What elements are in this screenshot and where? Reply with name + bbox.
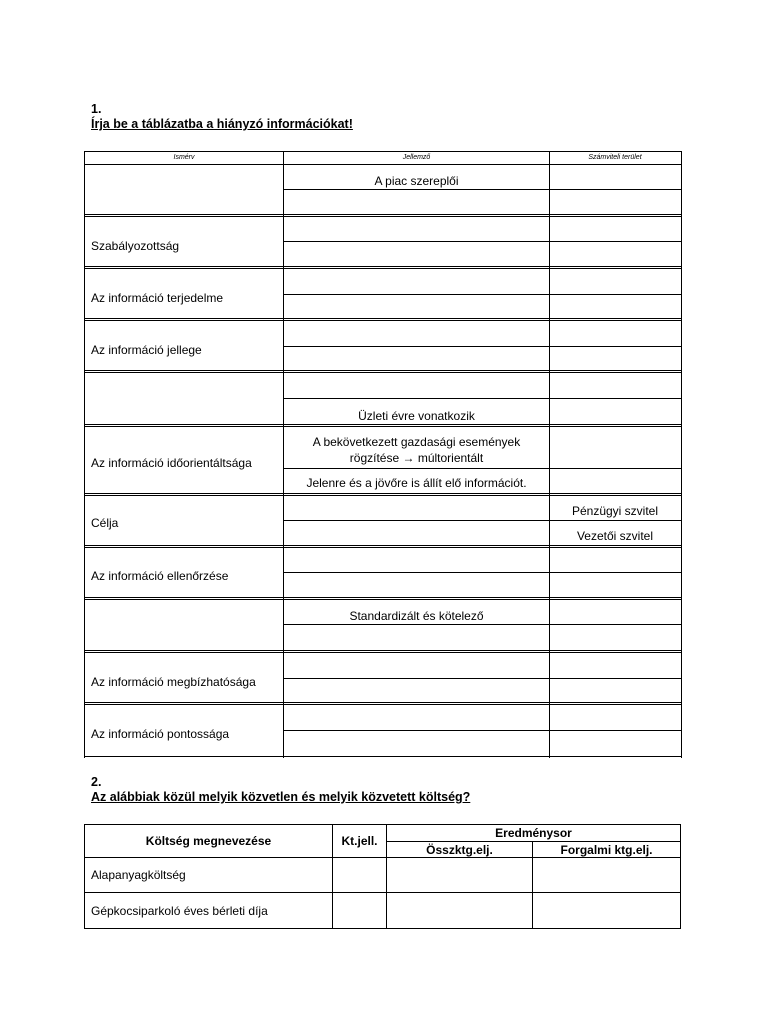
row-label: Célja [91,516,119,530]
empty-cell [533,858,681,893]
cost-table [84,824,681,929]
table-border [85,756,681,757]
cost-name-cell: Alapanyagköltség [85,858,333,893]
row-label: Az információ pontossága [91,727,230,741]
empty-cell [533,893,681,929]
jellemzo-cell: Standardizált és kötelező [349,609,484,623]
header-szamviteli-terulet: Számviteli terület [588,154,642,161]
terulet-cell: Vezetői szvitel [576,529,654,543]
section-1-number: 1. [91,102,102,116]
section-1-heading [91,102,353,132]
row-label: Az információ időorientáltsága [91,456,252,470]
section-2-number: 2. [91,775,102,789]
terulet-cell: Pénzügyi szvitel [571,504,659,518]
characteristics-table [84,151,682,758]
section-2-instruction: Az alábbiak közül melyik közvetlen és melyik közvetett költség? [91,790,471,804]
jellemzo-cell: A bekövetkezett gazdasági események rögzítése → múltorientált [312,435,521,465]
jellemzo-cell: Jelenre és a jövőre is állít elő információt. [306,476,527,490]
empty-cell [333,893,387,929]
row-label: Szabályozottság [91,239,180,253]
header-osszktg-elj: Összktg.elj. [387,842,533,858]
row-label: Az információ megbízhatósága [91,675,256,689]
row-label: Az információ ellenőrzése [91,569,229,583]
row-label: Az információ jellege [91,343,202,357]
header-kt-jell: Kt.jell. [333,825,387,858]
section-1-instruction: Írja be a táblázatba a hiányzó információkat! [91,117,353,131]
header-eredmenysor: Eredménysor [387,825,681,842]
empty-cell [333,858,387,893]
header-ismerv: Ismérv [173,154,195,161]
column-divider [549,151,550,758]
header-jellemzo: Jellemző [402,154,431,161]
jellemzo-cell: Üzleti évre vonatkozik [358,409,475,423]
row-label: Az információ terjedelme [91,291,224,305]
section-2-heading [91,775,470,805]
cost-name-cell: Gépkocsiparkoló éves bérleti díja [85,893,333,929]
header-divider [85,164,681,165]
empty-cell [387,893,533,929]
header-forgalmi-ktg-elj: Forgalmi ktg.elj. [533,842,681,858]
header-koltseg-megnevezese: Költség megnevezése [85,825,333,858]
jellemzo-cell: A piac szereplői [374,174,459,188]
empty-cell [387,858,533,893]
